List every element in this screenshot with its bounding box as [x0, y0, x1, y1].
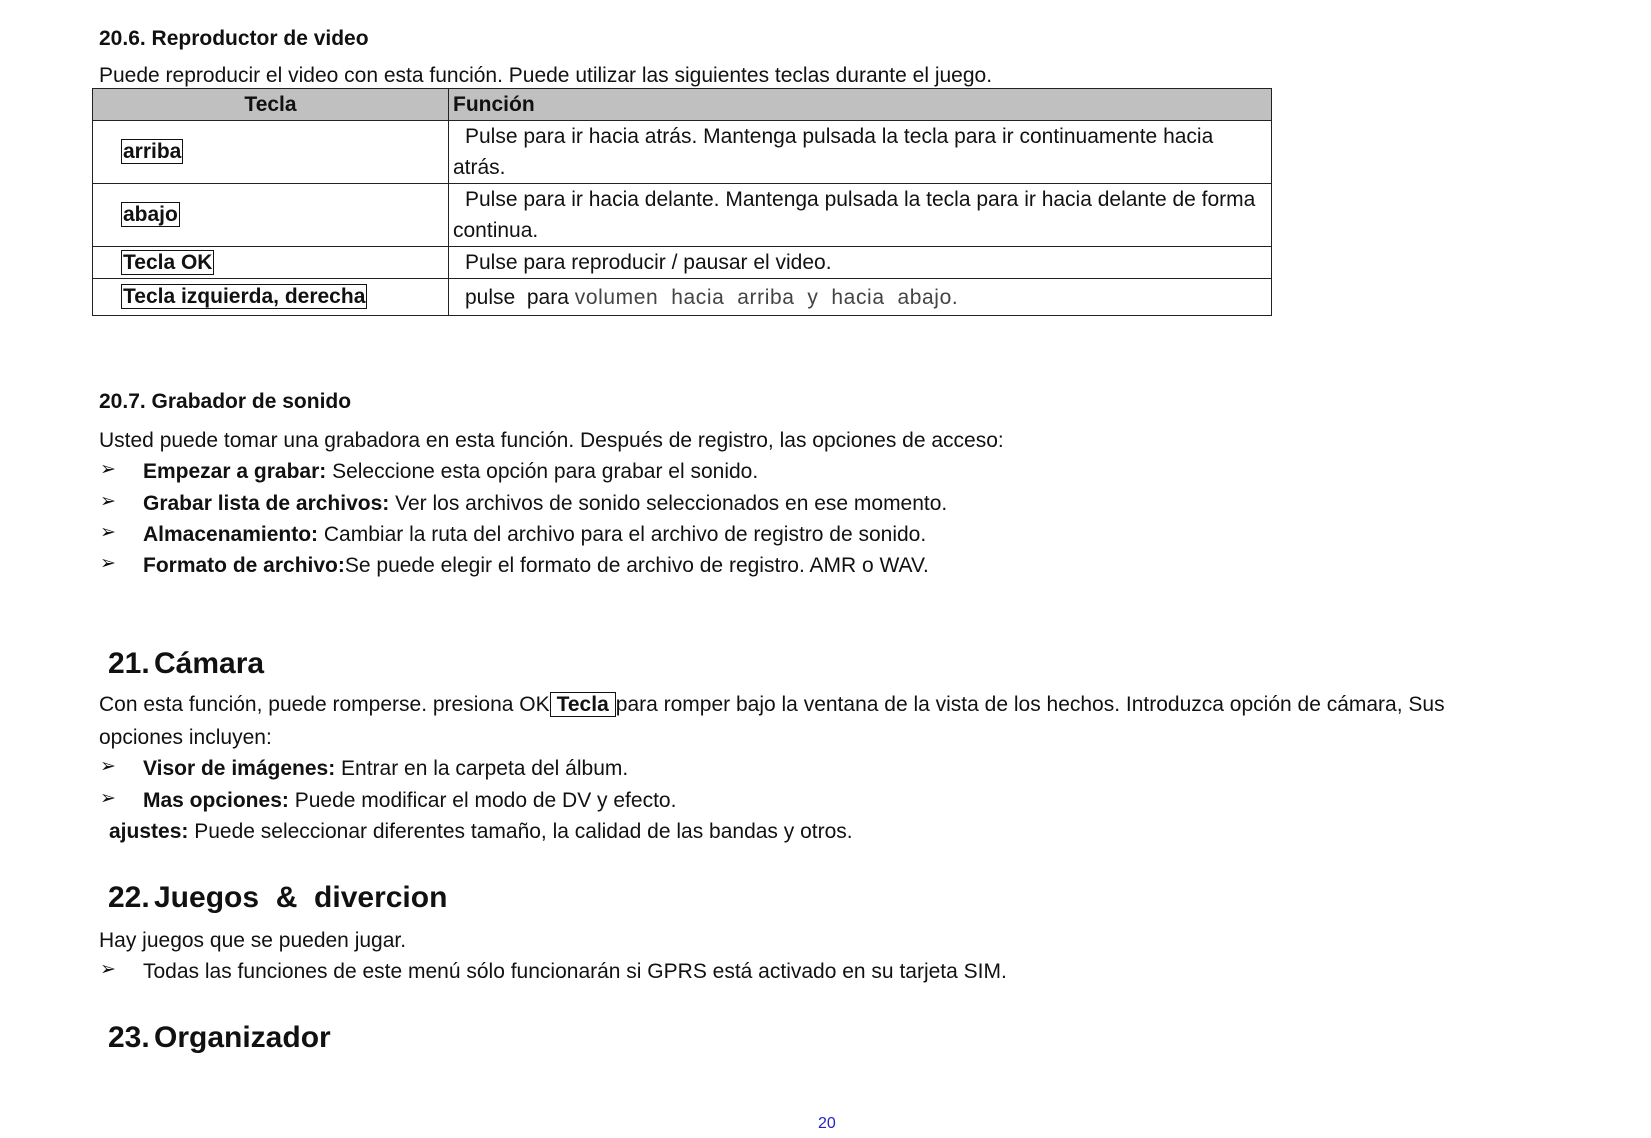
- function-text: Pulse para reproducir / pausar el video.: [465, 251, 832, 274]
- arrow-bullet-icon: ➢: [100, 788, 116, 809]
- chapter-heading-22: [108, 880, 447, 916]
- item-text: Se puede elegir el formato de archivo de registro. AMR o WAV.: [344, 554, 929, 577]
- keys-table: [92, 88, 1272, 316]
- chapter-heading-21: [108, 646, 264, 682]
- item-text: Puede seleccionar diferentes tamaño, la calidad de las bandas y otros.: [188, 820, 853, 843]
- function-text-a: pulse para: [465, 285, 575, 309]
- function-text: Pulse para ir hacia delante. Mantenga pulsada la tecla para ir hacia delante de forma continua.: [453, 188, 1256, 242]
- chapter-number: 21.: [108, 647, 150, 680]
- function-text: [453, 286, 958, 309]
- chapter-intro-21: [99, 692, 1445, 717]
- table-row: [93, 247, 1272, 279]
- page-number: 20: [818, 1115, 836, 1132]
- arrow-bullet-icon: ➢: [100, 959, 116, 980]
- arrow-bullet-icon: ➢: [100, 756, 116, 777]
- chapter-intro-21-cont: opciones incluyen:: [99, 726, 272, 749]
- intro-text-a: Con esta función, puede romperse. presiona OK: [99, 693, 550, 716]
- item-label: Empezar a grabar:: [143, 460, 327, 483]
- chapter-title: Organizador: [154, 1021, 331, 1054]
- item-text: Todas las funciones de este menú sólo funcionarán si GPRS está activado en su tarjeta SIM.: [143, 960, 1007, 983]
- arrow-bullet-icon: ➢: [100, 553, 116, 574]
- function-text: Pulse para ir hacia atrás. Mantenga pulsada la tecla para ir continuamente hacia atrás.: [453, 125, 1214, 179]
- item-text: Cambiar la ruta del archivo para el archivo de registro de sonido.: [318, 523, 927, 546]
- settings-line: [109, 819, 853, 844]
- section-intro-20-6: Puede reproducir el video con esta función. Puede utilizar las siguientes teclas durante el juego.: [99, 64, 993, 87]
- item-label: Mas opciones:: [143, 789, 289, 812]
- function-text-b: volumen hacia arriba y hacia abajo.: [574, 285, 959, 309]
- table-header-key: Tecla: [93, 89, 449, 121]
- item-label: Almacenamiento:: [143, 523, 319, 546]
- key-label: Tecla izquierda, derecha: [123, 285, 366, 309]
- arrow-bullet-icon: ➢: [100, 491, 116, 512]
- chapter-number: 22.: [108, 881, 150, 914]
- item-label: Grabar lista de archivos:: [143, 492, 390, 515]
- table-row: [93, 184, 1272, 247]
- arrow-bullet-icon: ➢: [100, 459, 116, 480]
- intro-text-b: para romper bajo la ventana de la vista de los hechos. Introduzca opción de cámara, Sus: [615, 693, 1445, 716]
- chapter-intro-22: Hay juegos que se pueden jugar.: [99, 929, 407, 952]
- item-text: Seleccione esta opción para grabar el sonido.: [326, 460, 759, 483]
- section-heading-20-6: 20.6. Reproductor de video: [99, 27, 369, 50]
- item-text: Puede modificar el modo de DV y efecto.: [288, 789, 677, 812]
- table-header-function: Función: [449, 89, 1272, 121]
- table-row: [93, 279, 1272, 316]
- item-text: Entrar en la carpeta del álbum.: [335, 757, 629, 780]
- chapter-title: Juegos & divercion: [154, 881, 448, 914]
- chapter-number: 23.: [108, 1021, 150, 1054]
- key-label: abajo: [123, 203, 178, 227]
- key-label: arriba: [123, 140, 182, 164]
- arrow-bullet-icon: ➢: [100, 522, 116, 543]
- inline-key-label: Tecla: [550, 692, 616, 717]
- chapter-title: Cámara: [154, 647, 265, 680]
- item-label: Visor de imágenes:: [143, 757, 336, 780]
- table-header-row: [93, 89, 1272, 121]
- item-label: Formato de archivo:: [143, 554, 345, 577]
- key-label: Tecla OK: [123, 250, 213, 274]
- item-label: ajustes:: [109, 820, 189, 843]
- section-intro-20-7: Usted puede tomar una grabadora en esta función. Después de registro, las opciones de acceso:: [99, 429, 1004, 452]
- chapter-heading-23: [108, 1020, 331, 1056]
- section-heading-20-7: 20.7. Grabador de sonido: [99, 390, 352, 413]
- table-row: [93, 121, 1272, 184]
- item-text: Ver los archivos de sonido seleccionados en ese momento.: [389, 492, 948, 515]
